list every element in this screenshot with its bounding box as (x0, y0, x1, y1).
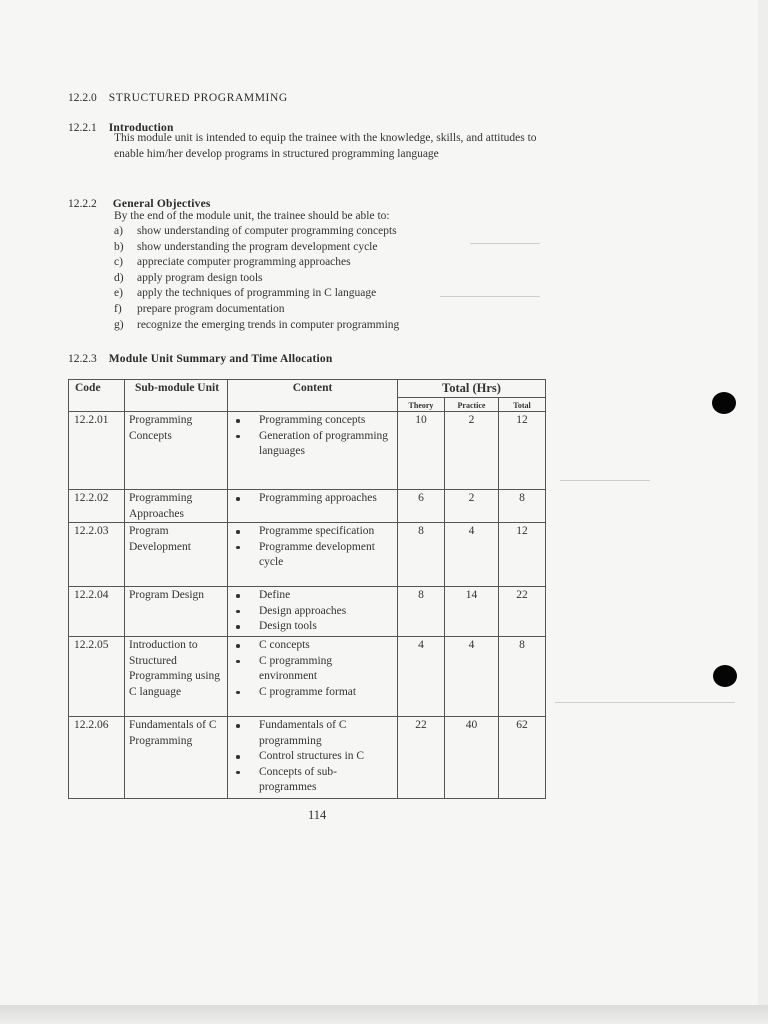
scan-artifact-line (560, 480, 650, 481)
punch-hole-bottom (713, 665, 737, 687)
list-item: Design tools (232, 619, 393, 635)
header-total: Total (499, 398, 546, 412)
list-item: Programming approaches (232, 491, 393, 507)
section-title: STRUCTURED PROGRAMMING (108, 92, 288, 104)
objectives-lead: By the end of the module unit, the trainee should be able to: (114, 210, 390, 222)
objectives-list (114, 224, 399, 333)
table-row: 12.2.05 Introduction to Structured Programming using C language C concepts C programming environment C programme format 4 4 8 (69, 637, 546, 717)
header-practice: Practice (445, 398, 499, 412)
page-edge-shadow (0, 1005, 768, 1024)
header-theory: Theory (398, 398, 445, 412)
content-list (232, 638, 393, 700)
list-item: g) recognize the emerging trends in computer programming (114, 318, 400, 331)
content-list (232, 718, 393, 796)
content-list (232, 524, 393, 571)
list-item: Fundamentals of C programming (232, 718, 393, 749)
list-item: Concepts of sub-programmes (232, 765, 393, 796)
list-item: c) appreciate computer programming approaches (114, 256, 351, 269)
scan-artifact-line (440, 296, 540, 297)
table-row: 12.2.03 Program Development Programme specification Programme development cycle 8 4 12 (69, 523, 546, 587)
list-item: Control structures in C (232, 749, 393, 765)
list-item: Programme specification (232, 524, 393, 540)
content-list (232, 413, 393, 460)
table-row: 12.2.02 Programming Approaches Programming approaches 6 2 8 (69, 490, 546, 523)
header-content: Content (228, 380, 398, 412)
list-item: Design approaches (232, 604, 393, 620)
section-title: Module Unit Summary and Time Allocation (108, 353, 333, 365)
list-item: b) show understanding the program development cycle (114, 240, 378, 253)
list-item: C concepts (232, 638, 393, 654)
table-row: 12.2.01 Programming Concepts Programming concepts Generation of programming languages 10 2 12 (69, 412, 546, 490)
section-title: Introduction (108, 122, 174, 134)
list-item: Programme development cycle (232, 540, 393, 571)
page-number: 114 (308, 808, 327, 822)
list-item: a) show understanding of computer programming concepts (114, 225, 397, 237)
table-row: 12.2.06 Fundamentals of C Programming Fundamentals of C programming Control structures in C Concepts of sub-programmes 22 40 62 (69, 717, 546, 799)
punch-hole-top (712, 392, 736, 414)
list-item: d) apply program design tools (114, 271, 263, 284)
module-summary-table (68, 379, 546, 799)
content-list (232, 491, 393, 507)
list-item: Programming concepts (232, 413, 393, 429)
content-list (232, 588, 393, 635)
list-item: e) apply the techniques of programming in C language (114, 287, 377, 300)
list-item: C programme format (232, 685, 393, 701)
scan-artifact-line (470, 243, 540, 244)
list-item: Define (232, 588, 393, 604)
section-number: 12.2.2 (68, 198, 97, 210)
section-main-heading (68, 88, 288, 106)
scan-artifact-line (555, 702, 735, 703)
section-title: General Objectives (112, 198, 211, 210)
section-number: 12.2.1 (68, 122, 97, 134)
section-summary-heading (68, 349, 332, 367)
header-total-hrs: Total (Hrs) (398, 380, 546, 398)
list-item: Generation of programming languages (232, 429, 393, 460)
section-number: 12.2.3 (68, 353, 97, 365)
header-submodule: Sub-module Unit (125, 380, 228, 412)
section-number: 12.2.0 (68, 92, 97, 104)
table-row: 12.2.04 Program Design Define Design approaches Design tools 8 14 22 (69, 587, 546, 637)
intro-paragraph: This module unit is intended to equip the trainee with the knowledge, skills, and attitudes to enable him/her develop programs in structured programming language (114, 132, 537, 160)
list-item: f) prepare program documentation (114, 302, 285, 315)
header-code: Code (69, 380, 125, 412)
list-item: C programming environment (232, 654, 393, 685)
